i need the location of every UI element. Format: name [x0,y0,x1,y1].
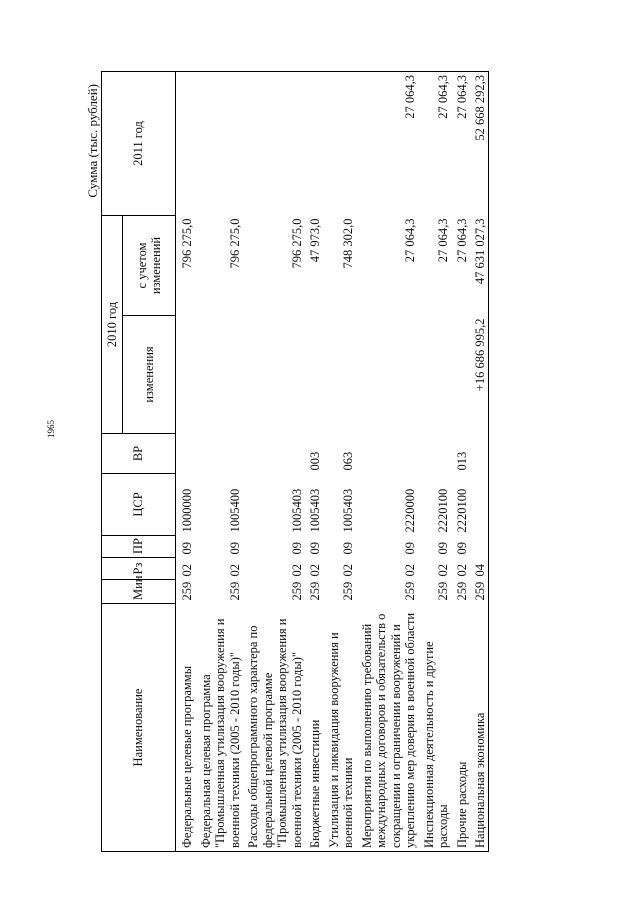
table-row [356,71,418,851]
table-row [451,71,470,851]
row-2011 [176,71,195,215]
row-with-changes: 27 064,3 [436,218,450,263]
row-pr: 09 [180,542,194,555]
row-rz: 02 [454,564,469,577]
row-2011: 27 064,3 [418,71,451,215]
row-with-changes: 796 275,0 [289,218,304,269]
row-csr: 1000000 [180,488,194,533]
row-pr: 09 [436,542,450,555]
header-name: Наименование [102,604,176,852]
row-changes [176,316,195,434]
table-row [323,71,356,851]
row-vr: 003 [308,451,322,471]
row-2011: 27 064,3 [356,71,418,215]
row-min: 259 [308,581,322,601]
row-vr [176,434,195,474]
header-rz: Рз [102,558,176,580]
row-rz: 02 [308,564,322,577]
row-2011: 27 064,3 [451,71,470,215]
row-csr: 2220100 [454,488,469,533]
table-row [195,71,243,851]
row-name: Мероприятия по выполнению требований международных договоров и обязательств о сокращении и ограничении вооружений и укреплению мер доверия в военной области [356,604,418,852]
row-changes [356,316,418,434]
row-rz: 02 [180,564,194,577]
rotated-page-content [86,72,576,852]
row-with-changes: 27 064,3 [454,218,469,263]
row-with-changes: 47 631 027,3 [469,215,488,315]
row-rz: 02 [403,564,417,577]
table-row [469,71,488,851]
row-min: 259 [454,581,469,601]
row-csr [469,474,488,536]
row-changes [195,316,243,434]
row-name: Национальная экономика [469,604,488,852]
header-changes: изменения [123,316,176,434]
row-rz: 02 [436,564,450,577]
row-min: 259 [469,580,488,604]
row-csr: 1005400 [227,488,242,533]
budget-table [101,71,489,852]
row-with-changes: 796 275,0 [180,218,194,269]
row-vr [469,434,488,474]
unit-note: Сумма (тыс. рублей) [85,84,100,198]
header-pr: ПР [102,536,176,558]
row-changes [418,316,451,434]
header-with-changes: с учетом изменений [123,215,176,315]
row-vr [195,434,243,474]
row-2011 [195,71,243,215]
row-changes: +16 686 995,2 [469,316,488,434]
row-pr: 09 [227,542,242,555]
header-min: Мин [102,580,176,604]
row-min: 259 [403,581,417,601]
row-with-changes: 47 973,0 [308,218,322,263]
row-min: 259 [436,581,450,601]
row-name: Утилизация и ликвидация вооружения и военной техники [323,604,356,852]
row-2011 [323,71,356,215]
row-pr: 09 [454,542,469,555]
row-2011 [242,71,304,215]
table-row [176,71,195,851]
row-csr: 2220100 [436,488,450,533]
row-vr: 013 [454,451,469,471]
row-csr: 1005403 [341,488,355,533]
row-name: Бюджетные инвестиции [304,604,323,852]
row-vr: 063 [341,451,355,471]
row-vr [418,434,451,474]
row-vr [242,434,304,474]
row-rz: 04 [469,558,488,580]
row-with-changes: 796 275,0 [227,218,242,269]
table-row [242,71,304,851]
row-changes [451,316,470,434]
row-pr: 09 [403,542,417,555]
header-csr: ЦСР [102,474,176,536]
row-vr [356,434,418,474]
row-pr: 09 [308,542,322,555]
row-pr: 09 [289,542,304,555]
row-rz: 02 [289,564,304,577]
row-csr: 1005403 [308,488,322,533]
row-name: Расходы общепрограммного характера по федеральной целевой программе "Промышленная утилизация вооружения и военной техники (2005 - 2010 годы)" [242,604,304,852]
row-min: 259 [289,581,304,601]
row-changes [304,316,323,434]
row-csr: 1005403 [289,488,304,533]
row-changes [323,316,356,434]
row-min: 259 [227,581,242,601]
row-rz: 02 [341,564,355,577]
page-number: 1965 [46,420,56,438]
header-vr: ВР [102,434,176,474]
row-csr: 2220000 [403,488,417,533]
row-pr: 09 [341,542,355,555]
header-year-2011: 2011 год [102,71,176,215]
row-min: 259 [341,581,355,601]
row-2011 [304,71,323,215]
row-name: Инспекционная деятельность и другие расходы [418,604,451,852]
row-changes [242,316,304,434]
row-pr [469,536,488,558]
row-name: Прочие расходы [451,604,470,852]
row-with-changes: 748 302,0 [341,218,355,269]
table-row [304,71,323,851]
row-2011: 52 668 292,3 [469,71,488,215]
table-row [418,71,451,851]
row-min: 259 [180,581,194,601]
row-rz: 02 [227,564,242,577]
header-year-2010: 2010 год [102,215,123,433]
row-with-changes: 27 064,3 [403,218,417,263]
row-name: Федеральная целевая программа "Промышленная утилизация вооружения и военной техники (2005 - 2010 годы)" [195,604,243,852]
row-name: Федеральные целевые программы [176,604,195,852]
